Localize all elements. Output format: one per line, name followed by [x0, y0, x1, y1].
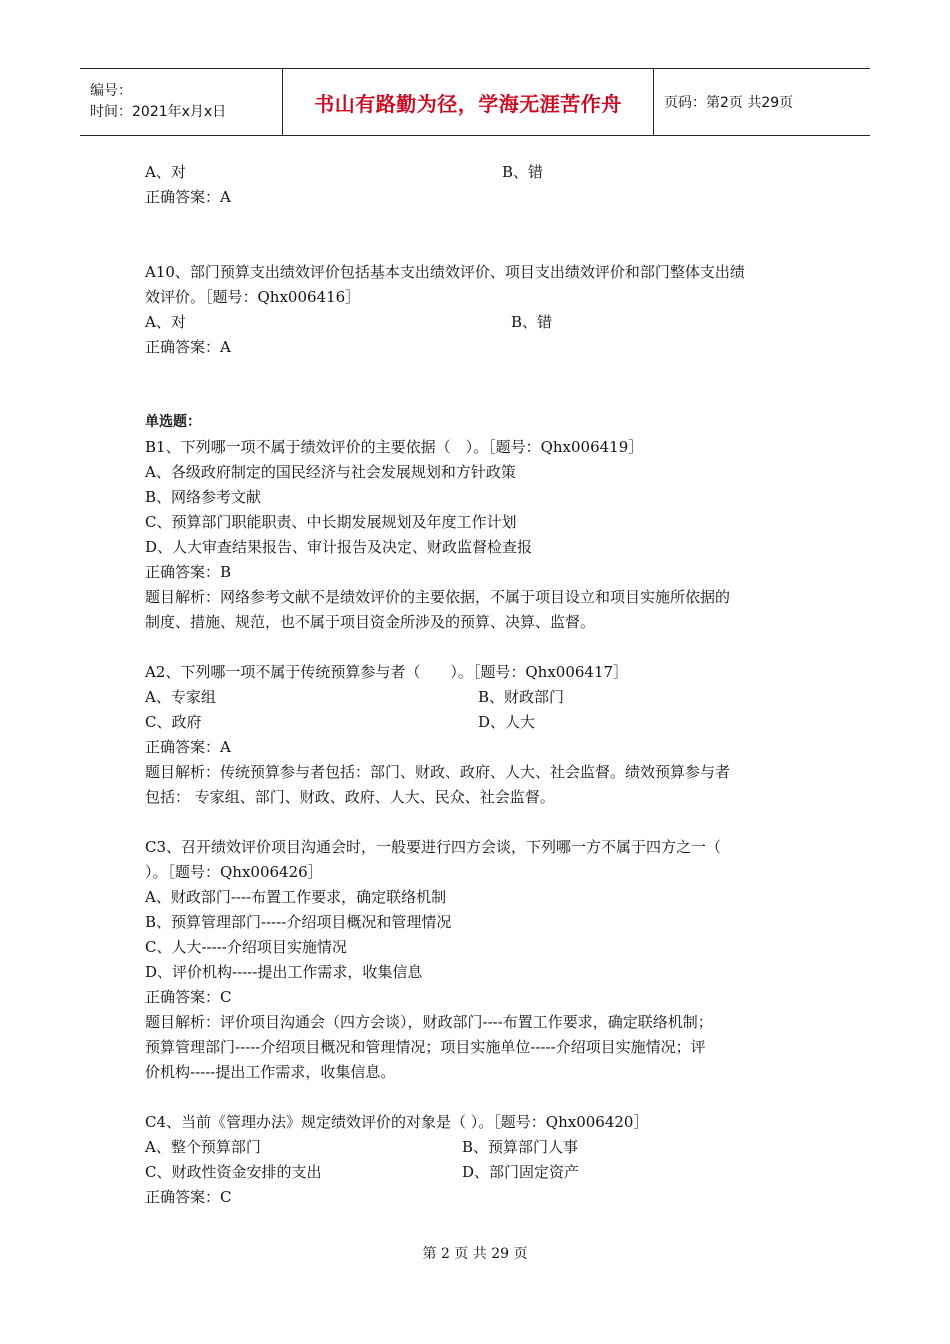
header-meta — [80, 69, 282, 135]
option-b: B、预算管理部门-----介绍项目概况和管理情况 — [145, 913, 452, 931]
option-b: B、网络参考文献 — [145, 488, 262, 506]
answer: 正确答案：A — [145, 188, 231, 206]
header-page-info: 页码：第2页 共29页 — [664, 95, 794, 111]
analysis-cont: 价机构-----提出工作需求，收集信息。 — [145, 1063, 396, 1081]
page-footer: 第 2 页 共 29 页 — [422, 1246, 528, 1262]
option-d: D、评价机构-----提出工作需求，收集信息 — [145, 963, 423, 981]
options-row — [145, 1160, 810, 1185]
page-header — [80, 68, 870, 136]
document-number-label: 编号： — [90, 83, 132, 99]
question-text-cont: 效评价。［题号：Qhx006416］ — [145, 288, 361, 306]
option-b: B、预算部门人事 — [462, 1138, 579, 1156]
analysis-cont: 预算管理部门-----介绍项目概况和管理情况；项目实施单位-----介绍项目实施情况；评 — [145, 1038, 706, 1056]
page-content — [145, 160, 810, 1210]
answer: 正确答案：B — [145, 563, 232, 581]
option-b: B、财政部门 — [478, 688, 565, 706]
analysis: 题目解析：评价项目沟通会（四方会谈），财政部门----布置工作要求，确定联络机制； — [145, 1013, 713, 1031]
analysis: 题目解析：网络参考文献不是绩效评价的主要依据，不属于项目设立和项目实施所依据的 — [145, 588, 731, 606]
answer: 正确答案：A — [145, 338, 231, 356]
option-b: B、错 — [502, 163, 544, 181]
header-motto: 书山有路勤为径，学海无涯苦作舟 — [314, 91, 622, 116]
document-date: 时间：2021年x月x日 — [90, 104, 227, 120]
option-a: A、对 — [145, 163, 186, 181]
answer: 正确答案：C — [145, 988, 232, 1006]
option-c: C、人大-----介绍项目实施情况 — [145, 938, 347, 956]
question-text-cont: ）。［题号：Qhx006426］ — [145, 863, 323, 881]
analysis-cont: 制度、措施、规范，也不属于项目资金所涉及的预算、决算、监督。 — [145, 613, 596, 631]
option-a: A、对 — [145, 313, 186, 331]
analysis: 题目解析：传统预算参与者包括：部门、财政、政府、人大、社会监督。绩效预算参与者 — [145, 763, 731, 781]
answer: 正确答案：A — [145, 738, 231, 756]
option-a: A、专家组 — [145, 688, 216, 706]
option-c: C、预算部门职能职责、中长期发展规划及年度工作计划 — [145, 513, 517, 531]
header-motto-cell — [282, 69, 654, 135]
option-a: A、各级政府制定的国民经济与社会发展规划和方针政策 — [145, 463, 516, 481]
question-text: C3、召开绩效评价项目沟通会时，一般要进行四方会谈，下列哪一方不属于四方之一（ — [145, 838, 722, 856]
answer: 正确答案：C — [145, 1188, 232, 1206]
option-c: C、政府 — [145, 713, 202, 731]
question-text: A10、部门预算支出绩效评价包括基本支出绩效评价、项目支出绩效评价和部门整体支出绩 — [145, 263, 745, 281]
options-row — [145, 685, 810, 710]
question-text: A2、下列哪一项不属于传统预算参与者（ ）。［题号：Qhx006417］ — [145, 663, 629, 681]
question-text: B1、下列哪一项不属于绩效评价的主要依据（ ）。［题号：Qhx006419］ — [145, 438, 644, 456]
options-row — [145, 710, 810, 735]
option-c: C、财政性资金安排的支出 — [145, 1163, 322, 1181]
option-d: D、人大审查结果报告、审计报告及决定、财政监督检查报 — [145, 538, 533, 556]
options-row — [145, 310, 810, 335]
option-d: D、人大 — [478, 713, 536, 731]
option-a: A、财政部门----布置工作要求，确定联络机制 — [145, 888, 447, 906]
option-a: A、整个预算部门 — [145, 1138, 261, 1156]
analysis-cont: 包括： 专家组、部门、财政、政府、人大、民众、社会监督。 — [145, 788, 555, 806]
option-b: B、错 — [511, 313, 553, 331]
options-row — [145, 1135, 810, 1160]
options-row — [145, 160, 810, 185]
section-title: 单选题： — [145, 414, 201, 430]
option-d: D、部门固定资产 — [462, 1163, 580, 1181]
question-text: C4、当前《管理办法》规定绩效评价的对象是（ ）。［题号：Qhx006420］ — [145, 1113, 649, 1131]
